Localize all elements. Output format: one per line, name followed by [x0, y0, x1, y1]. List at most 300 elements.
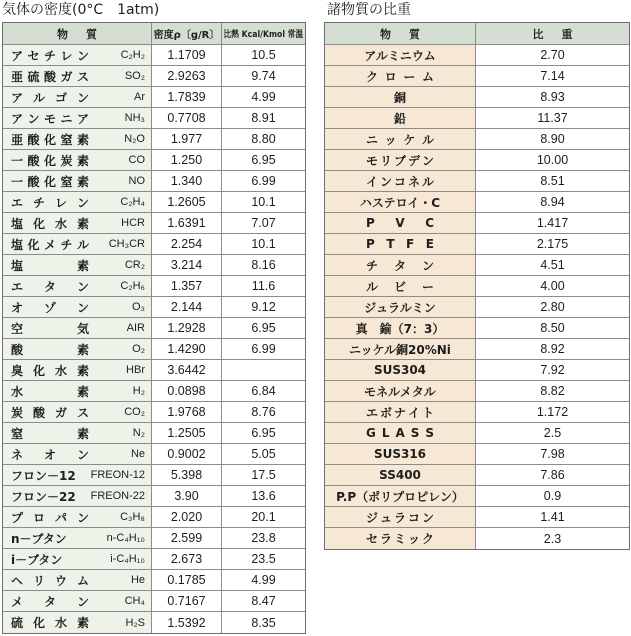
solid-specific-gravity: 8.51 — [540, 174, 565, 188]
gas-name: i－ブタン — [11, 552, 63, 567]
name-glyph: ガ — [60, 69, 73, 84]
solid-name: モネルメタル — [364, 384, 436, 399]
name-glyph: メ — [11, 594, 24, 609]
solid-name-cell — [325, 150, 476, 170]
solid-row — [325, 486, 629, 507]
name-glyph: 質 — [86, 27, 97, 41]
gas-formula: He — [130, 574, 145, 586]
solid-name: SUS316 — [373, 447, 427, 461]
solid-name: 銅 — [393, 90, 406, 105]
gas-formula: N₂O — [124, 133, 145, 145]
gas-specific-heat: 6.84 — [251, 384, 276, 398]
solid-row — [325, 297, 629, 318]
name-glyph: 窒 — [11, 426, 24, 441]
gas-formula: C₂H₂ — [120, 49, 145, 61]
header-solid-material — [380, 26, 420, 42]
solid-specific-gravity: 8.92 — [540, 342, 565, 356]
gas-name — [11, 509, 89, 526]
gas-formula: HCR — [121, 217, 145, 229]
gas-specific-heat: 6.95 — [251, 426, 276, 440]
header-specific-heat: 比熱 Kcal/Kmol 常温 — [223, 30, 304, 40]
name-glyph: ク — [366, 69, 379, 84]
solid-row — [325, 234, 629, 255]
gas-name-cell — [3, 444, 152, 464]
gas-row — [3, 318, 305, 339]
name-glyph: チ — [60, 237, 73, 252]
gas-formula: CO — [128, 154, 145, 166]
name-glyph: 化 — [43, 153, 56, 168]
name-glyph: コ — [393, 174, 406, 189]
name-glyph: イ — [366, 174, 379, 189]
name-glyph: P — [366, 237, 375, 251]
header-material-cell — [3, 23, 152, 44]
solid-row — [325, 255, 629, 276]
gas-row — [3, 108, 305, 129]
gas-name-cell — [3, 129, 152, 149]
solid-row — [325, 339, 629, 360]
solid-row — [325, 87, 629, 108]
gas-name — [11, 131, 89, 148]
gas-name — [11, 278, 89, 295]
gas-density: 0.7167 — [152, 591, 222, 611]
gas-name-cell — [3, 108, 152, 128]
solid-name — [366, 237, 434, 251]
name-glyph: ス — [76, 69, 89, 84]
solid-specific-gravity: 2.3 — [543, 531, 562, 546]
gas-formula: n-C₄H₁₀ — [106, 532, 145, 544]
header-density: 密度ρ〔g/R〕 — [152, 23, 222, 44]
gas-name — [11, 89, 89, 106]
solid-table-body — [325, 45, 629, 549]
solid-name-cell — [325, 234, 476, 254]
name-glyph: ア — [11, 90, 24, 105]
solid-name — [366, 216, 434, 230]
gas-row — [3, 129, 305, 150]
solid-specific-gravity: 8.93 — [540, 90, 565, 104]
gas-name-cell — [3, 507, 152, 527]
gas-density: 1.357 — [152, 276, 222, 296]
name-glyph: ウ — [54, 573, 67, 588]
name-glyph: ニ — [366, 132, 379, 147]
gas-name-cell — [3, 381, 152, 401]
solid-name-cell — [325, 486, 476, 506]
name-glyph: F — [406, 237, 415, 251]
gas-density: 1.2505 — [152, 423, 222, 443]
header-material — [57, 26, 97, 42]
gas-row — [3, 528, 305, 549]
gas-density: 1.6391 — [152, 213, 222, 233]
gas-formula: O₃ — [131, 301, 145, 313]
solid-name-cell — [325, 465, 476, 485]
solid-row — [325, 192, 629, 213]
solid-specific-gravity: 10.00 — [536, 153, 569, 167]
name-glyph: セ — [366, 532, 379, 546]
gas-row — [3, 423, 305, 444]
gas-density: 5.398 — [152, 465, 222, 485]
gas-name-cell — [3, 423, 152, 443]
gas-formula: SO₂ — [124, 70, 145, 82]
name-glyph: ム — [421, 69, 434, 84]
name-glyph: 塩 — [11, 258, 24, 273]
gas-specific-heat: 8.76 — [251, 405, 276, 419]
gas-name — [11, 194, 89, 211]
name-glyph: 窒 — [60, 132, 73, 147]
name-glyph: ア — [11, 48, 24, 63]
gas-name-cell — [3, 528, 152, 548]
solid-row — [325, 444, 629, 465]
solid-row — [325, 402, 629, 423]
name-glyph: チ — [32, 195, 45, 210]
name-glyph: E — [425, 237, 434, 251]
solid-row — [325, 507, 629, 528]
gas-name — [11, 236, 89, 253]
gas-specific-heat: 4.99 — [251, 90, 276, 104]
gas-specific-heat: 7.07 — [251, 216, 276, 230]
gas-formula: H₂S — [125, 616, 145, 629]
gas-name-cell — [3, 360, 152, 380]
name-glyph: ム — [76, 573, 89, 588]
solid-name — [366, 173, 434, 190]
solid-specific-gravity: 8.50 — [540, 321, 565, 335]
gas-row — [3, 549, 305, 570]
gas-specific-heat: 17.5 — [251, 468, 276, 482]
solid-name: 鉛 — [393, 111, 406, 126]
name-glyph: ナ — [393, 405, 406, 420]
name-glyph: C — [425, 216, 434, 230]
gas-density: 1.250 — [152, 150, 222, 170]
name-glyph: コ — [407, 510, 420, 525]
name-glyph: ン — [76, 48, 89, 63]
gas-name: フロン－22 — [11, 489, 76, 504]
gas-name — [11, 257, 89, 274]
gas-name-cell — [3, 66, 152, 86]
gas-formula: O₂ — [132, 343, 145, 355]
gas-table-title: 気体の密度(0°C 1atm) — [2, 2, 160, 18]
gas-specific-heat: 9.74 — [251, 69, 276, 83]
solid-specific-gravity: 7.98 — [540, 447, 565, 461]
gas-specific-heat: 8.47 — [251, 594, 276, 608]
solid-name — [366, 509, 434, 526]
gas-row — [3, 276, 305, 297]
gas-density-table — [2, 22, 306, 634]
solid-name — [366, 530, 434, 547]
solid-specific-gravity: 8.90 — [540, 132, 565, 146]
name-glyph: メ — [43, 237, 56, 252]
gas-name-cell — [3, 465, 152, 485]
solid-specific-gravity: 1.417 — [536, 216, 569, 230]
name-glyph: 硫 — [11, 616, 24, 630]
name-glyph: 素 — [76, 384, 89, 399]
name-glyph: A — [395, 426, 405, 440]
solid-row — [325, 360, 629, 381]
gas-row — [3, 402, 305, 423]
header-solid-material-cell — [325, 23, 476, 44]
gas-name-cell — [3, 591, 152, 611]
name-glyph: ン — [76, 594, 89, 609]
name-glyph: ジ — [366, 510, 379, 525]
name-glyph: 素 — [76, 342, 89, 357]
name-glyph: エ — [366, 405, 379, 420]
gas-row — [3, 381, 305, 402]
gas-specific-heat: 6.99 — [251, 174, 276, 188]
solid-name — [366, 257, 434, 274]
name-glyph: ル — [76, 237, 89, 252]
name-glyph: エ — [11, 195, 24, 210]
gas-specific-heat: 20.1 — [251, 510, 276, 524]
solid-specific-gravity: 2.5 — [543, 426, 562, 440]
gas-row — [3, 465, 305, 486]
gas-row — [3, 507, 305, 528]
gas-name: フロン－12 — [11, 468, 76, 483]
solid-table-title: 諸物質の比重 — [327, 2, 411, 18]
solid-row — [325, 129, 629, 150]
solid-row — [325, 423, 629, 444]
gas-name — [11, 341, 89, 358]
name-glyph: ア — [76, 111, 89, 126]
name-glyph: ボ — [379, 405, 392, 420]
name-glyph: 素 — [76, 174, 89, 189]
gas-name-cell — [3, 255, 152, 275]
name-glyph: オ — [11, 300, 24, 315]
name-glyph: ミ — [393, 532, 406, 546]
gas-specific-heat: 6.95 — [251, 153, 276, 167]
name-glyph: ン — [76, 279, 89, 294]
gas-density: 3.214 — [152, 255, 222, 275]
solid-name-cell — [325, 108, 476, 128]
name-glyph: ン — [421, 258, 434, 273]
name-glyph: ロ — [384, 69, 397, 84]
name-glyph: ュ — [379, 510, 392, 525]
solid-name-cell — [325, 66, 476, 86]
gas-name-cell — [3, 150, 152, 170]
name-glyph: ン — [27, 111, 40, 126]
solid-specific-gravity: 4.00 — [540, 279, 565, 293]
specific-gravity-table — [324, 22, 630, 550]
gas-name-cell — [3, 402, 152, 422]
name-glyph: パ — [54, 510, 67, 525]
gas-density: 2.020 — [152, 507, 222, 527]
name-glyph: ブ — [393, 153, 406, 168]
name-glyph: 窒 — [60, 174, 73, 189]
name-glyph: 酸 — [11, 342, 24, 357]
gas-name — [11, 47, 89, 64]
solid-row — [325, 318, 629, 339]
gas-row — [3, 171, 305, 192]
solid-name — [366, 131, 434, 148]
name-glyph: ト — [421, 405, 434, 420]
gas-density: 2.144 — [152, 297, 222, 317]
solid-name-cell — [325, 192, 476, 212]
name-glyph: ラ — [379, 532, 392, 546]
gas-name-cell — [3, 171, 152, 191]
name-glyph: 炭 — [11, 405, 24, 420]
name-glyph: ラ — [393, 510, 406, 525]
name-glyph: 素 — [76, 363, 89, 378]
gas-specific-heat: 13.6 — [251, 489, 276, 503]
gas-formula: FREON-22 — [90, 490, 145, 502]
gas-name-cell — [3, 87, 152, 107]
solid-row — [325, 528, 629, 549]
gas-specific-heat: 23.5 — [251, 552, 276, 566]
name-glyph: P — [366, 216, 375, 230]
name-glyph: ス — [76, 405, 89, 420]
name-glyph: 塩 — [11, 216, 24, 231]
gas-formula: CR₂ — [124, 259, 145, 271]
gas-specific-heat: 8.91 — [251, 111, 276, 125]
gas-row — [3, 213, 305, 234]
name-glyph: 塩 — [11, 237, 24, 252]
gas-name — [11, 425, 89, 442]
solid-row — [325, 276, 629, 297]
name-glyph: リ — [379, 153, 392, 168]
gas-name-cell — [3, 213, 152, 233]
solid-specific-gravity: 8.94 — [540, 195, 565, 209]
name-glyph: 化 — [43, 174, 56, 189]
solid-name-cell — [325, 171, 476, 191]
name-glyph: L — [381, 426, 390, 440]
solid-row — [325, 465, 629, 486]
solid-row — [325, 108, 629, 129]
gas-row — [3, 591, 305, 612]
gas-density: 1.4290 — [152, 339, 222, 359]
name-glyph: タ — [43, 594, 56, 609]
solid-name-cell — [325, 255, 476, 275]
gas-density: 2.673 — [152, 549, 222, 569]
solid-name-cell — [325, 528, 476, 549]
solid-specific-gravity: 1.172 — [536, 405, 569, 419]
name-glyph: 物 — [380, 27, 391, 41]
name-glyph: リ — [32, 573, 45, 588]
gas-row — [3, 360, 305, 381]
gas-formula: AIR — [126, 322, 145, 334]
name-glyph: 気 — [76, 321, 89, 336]
gas-row — [3, 66, 305, 87]
gas-name — [11, 173, 89, 190]
name-glyph: レ — [60, 48, 73, 63]
gas-row — [3, 234, 305, 255]
name-glyph: V — [395, 216, 405, 230]
name-glyph: 水 — [54, 216, 67, 231]
name-glyph: ー — [421, 279, 434, 294]
name-glyph: S — [410, 426, 420, 440]
gas-density: 1.9768 — [152, 402, 222, 422]
name-glyph: ク — [421, 532, 434, 546]
name-glyph: 亜 — [11, 69, 24, 84]
name-glyph: ネ — [407, 174, 420, 189]
name-glyph: ル — [366, 279, 379, 294]
solid-specific-gravity: 7.14 — [540, 69, 565, 83]
gas-row — [3, 444, 305, 465]
gas-density: 0.0898 — [152, 381, 222, 401]
gas-name-cell — [3, 234, 152, 254]
solid-specific-gravity: 0.9 — [543, 489, 562, 503]
name-glyph: ガ — [54, 405, 67, 420]
gas-specific-heat — [222, 360, 305, 380]
name-glyph: 臭 — [11, 363, 24, 378]
gas-density: 1.977 — [152, 129, 222, 149]
gas-table-body — [3, 45, 305, 633]
gas-density: 0.7708 — [152, 108, 222, 128]
name-glyph: ル — [421, 132, 434, 147]
name-glyph: セ — [27, 48, 40, 63]
name-glyph: チ — [43, 48, 56, 63]
name-glyph: ン — [379, 174, 392, 189]
gas-row — [3, 150, 305, 171]
gas-density: 3.90 — [152, 486, 222, 506]
name-glyph: ッ — [407, 532, 420, 546]
solid-name — [366, 152, 434, 169]
name-glyph: 酸 — [43, 69, 56, 84]
solid-name: アルミニウム — [364, 48, 436, 63]
gas-specific-heat: 6.95 — [251, 321, 276, 335]
name-glyph: S — [425, 426, 434, 440]
name-glyph: 素 — [76, 616, 89, 630]
name-glyph: 質 — [409, 27, 420, 41]
name-glyph: 酸 — [27, 174, 40, 189]
gas-formula: FREON-12 — [90, 469, 145, 481]
solid-name-cell — [325, 129, 476, 149]
name-glyph: レ — [54, 195, 67, 210]
name-glyph: 一 — [11, 153, 24, 168]
solid-name-cell — [325, 444, 476, 464]
name-glyph: ニ — [60, 111, 73, 126]
gas-formula: CH₄ — [124, 595, 145, 607]
gas-density: 2.9263 — [152, 66, 222, 86]
solid-specific-gravity: 8.82 — [540, 384, 565, 398]
name-glyph: ル — [421, 174, 434, 189]
solid-name: ジュラルミン — [364, 300, 436, 315]
gas-row — [3, 486, 305, 507]
gas-name — [11, 110, 89, 127]
gas-row — [3, 612, 305, 633]
name-glyph: モ — [366, 153, 379, 168]
name-glyph: ン — [421, 153, 434, 168]
gas-name — [11, 446, 89, 463]
name-glyph: イ — [407, 405, 420, 420]
name-glyph: ン — [76, 195, 89, 210]
header-specific-gravity-cell — [476, 23, 629, 44]
gas-specific-heat: 8.80 — [251, 132, 276, 146]
gas-density: 3.6442 — [152, 360, 222, 380]
name-glyph: 水 — [11, 384, 24, 399]
gas-formula: N₂ — [132, 427, 145, 439]
name-glyph: 酸 — [27, 153, 40, 168]
name-glyph: エ — [11, 279, 24, 294]
name-glyph: 素 — [76, 132, 89, 147]
gas-name-cell — [3, 570, 152, 590]
name-glyph: 炭 — [60, 153, 73, 168]
solid-name-cell — [325, 297, 476, 317]
gas-name-cell — [3, 276, 152, 296]
gas-name — [11, 68, 89, 85]
gas-density: 2.254 — [152, 234, 222, 254]
gas-formula: NH₃ — [124, 112, 145, 124]
name-glyph: タ — [43, 279, 56, 294]
solid-row — [325, 45, 629, 66]
name-glyph: 亜 — [11, 132, 24, 147]
gas-name-cell — [3, 612, 152, 633]
gas-name — [11, 152, 89, 169]
name-glyph: 素 — [76, 153, 89, 168]
gas-specific-heat: 8.35 — [251, 615, 276, 630]
solid-specific-gravity: 7.86 — [540, 468, 565, 482]
gas-specific-heat: 10.1 — [251, 237, 276, 251]
name-glyph: 一 — [11, 174, 24, 189]
gas-specific-heat: 5.05 — [251, 447, 276, 461]
name-glyph: 水 — [54, 363, 67, 378]
solid-name — [366, 404, 434, 421]
name-glyph: 水 — [54, 616, 67, 630]
